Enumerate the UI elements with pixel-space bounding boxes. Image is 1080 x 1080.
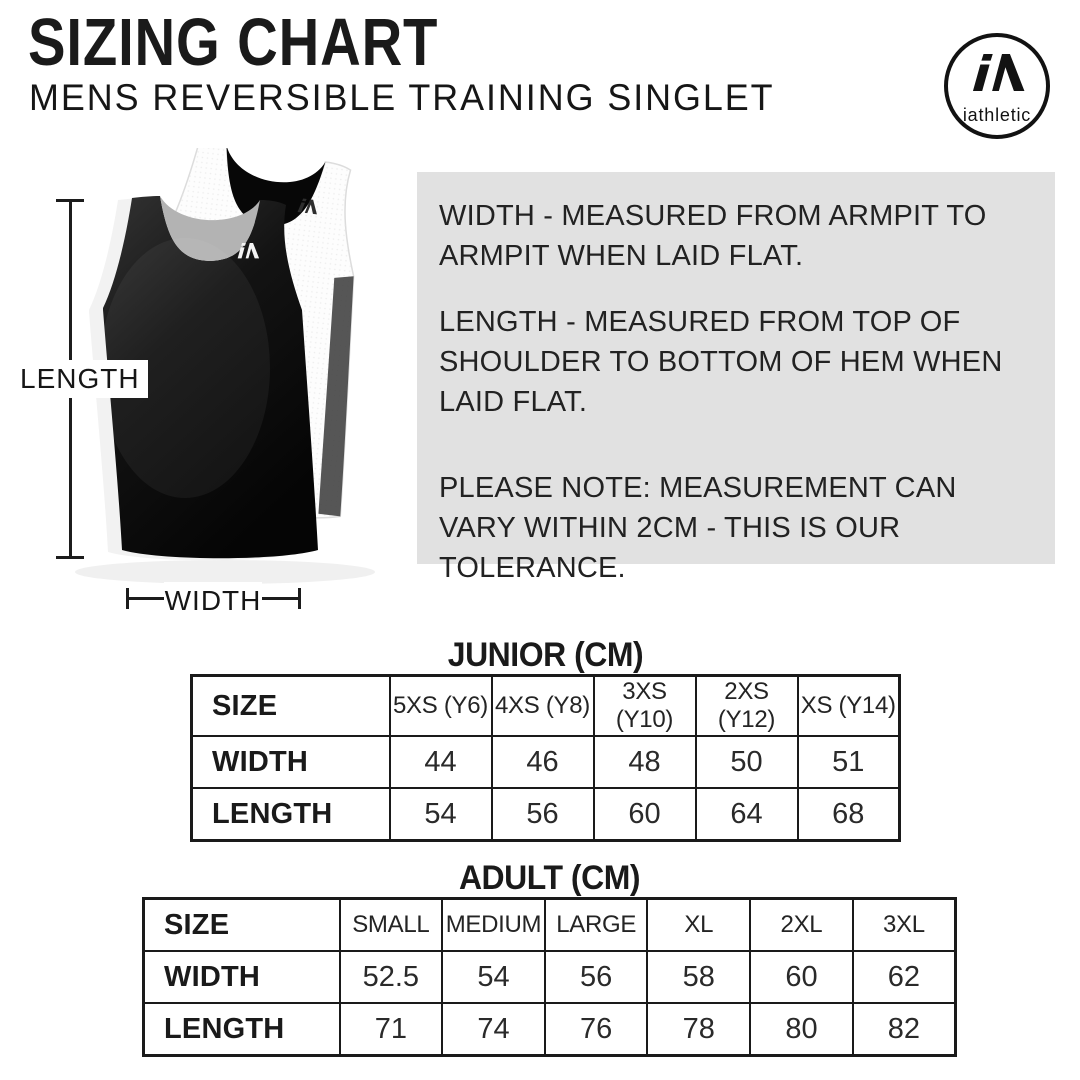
adult-length-cell: 76	[545, 1003, 648, 1056]
adult-length-row	[144, 1003, 956, 1056]
adult-size-cell: 2XL	[750, 899, 853, 952]
adult-size-row-header: SIZE	[144, 899, 340, 952]
junior-width-cell: 48	[594, 736, 696, 788]
junior-length-cell: 64	[696, 788, 798, 841]
adult-size-cell: LARGE	[545, 899, 648, 952]
adult-width-cell: 60	[750, 951, 853, 1003]
brand-logo	[941, 30, 1053, 142]
length-measure-cap-bottom	[56, 556, 84, 559]
adult-size-row	[144, 899, 956, 952]
junior-width-cell: 50	[696, 736, 798, 788]
junior-size-row	[192, 676, 900, 737]
junior-size-cell: 4XS (Y8)	[492, 676, 594, 737]
brand-logo-text: iathletic	[962, 105, 1032, 125]
adult-length-row-header: LENGTH	[144, 1003, 340, 1056]
junior-length-row-header: LENGTH	[192, 788, 390, 841]
junior-length-row	[192, 788, 900, 841]
adult-length-cell: 74	[442, 1003, 545, 1056]
adult-width-cell: 58	[647, 951, 750, 1003]
width-note: WIDTH - MEASURED FROM ARMPIT TO ARMPIT WHEN LAID FLAT.	[439, 200, 987, 272]
adult-length-cell: 78	[647, 1003, 750, 1056]
length-label: LENGTH	[20, 360, 148, 398]
adult-width-cell: 62	[853, 951, 956, 1003]
junior-size-cell: XS (Y14)	[798, 676, 900, 737]
adult-width-cell: 54	[442, 951, 545, 1003]
length-note: LENGTH - MEASURED FROM TOP OF SHOULDER TO BOTTOM OF HEM WHEN LAID FLAT.	[439, 306, 1003, 418]
adult-size-cell: MEDIUM	[442, 899, 545, 952]
junior-size-row-header: SIZE	[192, 676, 390, 737]
adult-width-row-header: WIDTH	[144, 951, 340, 1003]
adult-size-cell: XL	[647, 899, 750, 952]
adult-table-title: ADULT (CM)	[458, 859, 641, 897]
junior-size-cell: 2XS (Y12)	[696, 676, 798, 737]
width-measure-cap-right	[298, 588, 301, 609]
measurement-notes-box	[417, 172, 1055, 584]
junior-width-row	[192, 736, 900, 788]
junior-length-cell: 54	[390, 788, 492, 841]
page-title: SIZING CHART	[28, 5, 439, 80]
junior-width-cell: 44	[390, 736, 492, 788]
junior-length-cell: 56	[492, 788, 594, 841]
adult-length-cell: 82	[853, 1003, 956, 1056]
junior-width-cell: 46	[492, 736, 594, 788]
junior-width-row-header: WIDTH	[192, 736, 390, 788]
adult-size-table	[142, 897, 957, 1057]
junior-size-table	[190, 674, 901, 842]
tolerance-note: PLEASE NOTE: MEASUREMENT CAN VARY WITHIN 2CM - THIS IS OUR TOLERANCE.	[439, 472, 957, 584]
junior-width-cell: 51	[798, 736, 900, 788]
junior-length-cell: 68	[798, 788, 900, 841]
junior-table-title: JUNIOR (CM)	[447, 636, 644, 674]
width-measure-cap-left	[126, 588, 129, 609]
adult-size-cell: 3XL	[853, 899, 956, 952]
junior-size-cell: 3XS (Y10)	[594, 676, 696, 737]
adult-length-cell: 71	[340, 1003, 443, 1056]
adult-width-cell: 52.5	[340, 951, 443, 1003]
junior-length-cell: 60	[594, 788, 696, 841]
adult-width-row	[144, 951, 956, 1003]
adult-width-cell: 56	[545, 951, 648, 1003]
adult-size-cell: SMALL	[340, 899, 443, 952]
page-subtitle: MENS REVERSIBLE TRAINING SINGLET	[29, 77, 775, 118]
adult-length-cell: 80	[750, 1003, 853, 1056]
length-measure-cap-top	[56, 199, 84, 202]
product-shadow	[75, 560, 375, 584]
junior-size-cell: 5XS (Y6)	[390, 676, 492, 737]
width-label: WIDTH	[164, 582, 262, 620]
